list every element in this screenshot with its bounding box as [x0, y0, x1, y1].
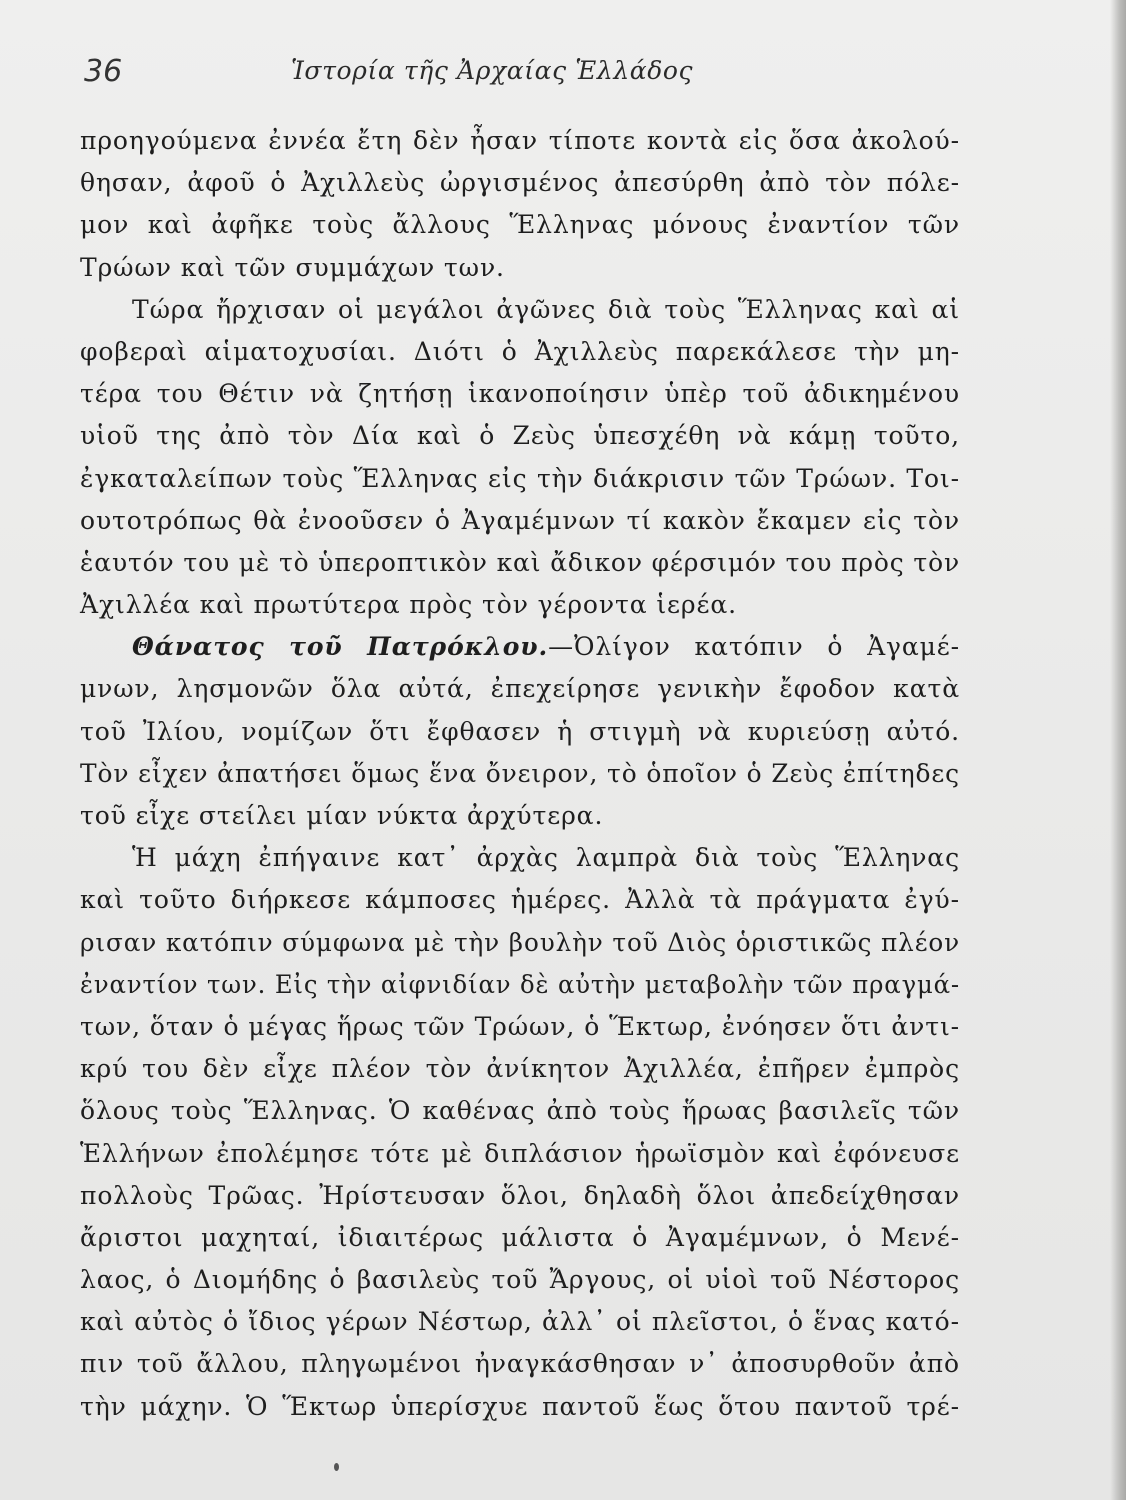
line-text: ἄριστοι μαχηταί, ἰδιαιτέρως μάλιστα ὁ Ἀγαμέμνων, ὁ Μενέ-: [80, 1222, 960, 1252]
text-line: [80, 1006, 960, 1048]
line-text: Τὸν εἶχεν ἀπατήσει ὅμως ἕνα ὄνειρον, τὸ ὁποῖον ὁ Ζεὺς ἐπίτηδες: [80, 758, 960, 788]
line-text: καὶ τοῦτο διήρκεσε κάμποσες ἡμέρες. Ἀλλὰ τὰ πράγματα ἐγύ-: [80, 885, 960, 915]
text-line: [80, 120, 960, 162]
body-text: [80, 120, 960, 1428]
text-line: [80, 1343, 960, 1385]
text-line: [80, 711, 960, 753]
text-line: [80, 626, 960, 668]
line-text: ἑαυτόν του μὲ τὸ ὑπεροπτικὸν καὶ ἄδικον φέρσιμόν του πρὸς τὸν: [80, 547, 961, 577]
text-line: [80, 1386, 960, 1428]
line-text: ὅλους τοὺς Ἕλληνας. Ὁ καθένας ἀπὸ τοὺς ἥρωας βασιλεῖς τῶν: [80, 1096, 960, 1126]
text-line: [80, 879, 960, 921]
line-text: Τώρα ἤρχισαν οἱ μεγάλοι ἀγῶνες διὰ τοὺς Ἕλληνας καὶ αἱ: [132, 294, 960, 324]
text-line: [80, 1090, 960, 1132]
line-text: τὴν μάχην. Ὁ Ἕκτωρ ὑπερίσχυε παντοῦ ἕως ὅτου παντοῦ τρέ-: [80, 1391, 960, 1421]
line-text: καὶ αὐτὸς ὁ ἴδιος γέρων Νέστωρ, ἀλλ᾽ οἱ πλεῖστοι, ὁ ἕνας κατό-: [80, 1307, 960, 1337]
text-line: [80, 584, 960, 626]
line-text: των, ὅταν ὁ μέγας ἥρως τῶν Τρώων, ὁ Ἕκτωρ, ἐνόησεν ὅτι ἀντι-: [80, 1011, 961, 1041]
text-line: [80, 668, 960, 710]
text-line: [80, 964, 961, 1006]
line-text: Ἑλλήνων ἐπολέμησε τότε μὲ διπλάσιον ἡρωϊσμὸν καὶ ἐφόνευσε: [80, 1138, 961, 1168]
running-title: Ἱστορία τῆς Ἀρχαίας Ἑλλάδος: [291, 56, 694, 85]
line-text: τοῦ Ἰλίου, νομίζων ὅτι ἔφθασεν ἡ στιγμὴ νὰ κυριεύσῃ αὐτό.: [80, 716, 960, 746]
text-line: [80, 1301, 960, 1343]
line-text: λαος, ὁ Διομήδης ὁ βασιλεὺς τοῦ Ἄργους, οἱ υἱοὶ τοῦ Νέστορος: [80, 1265, 961, 1295]
line-text: ρισαν κατόπιν σύμφωνα μὲ τὴν βουλὴν τοῦ Διὸς ὁριστικῶς πλέον: [80, 927, 961, 957]
text-line: [80, 795, 960, 837]
text-line: [80, 415, 960, 457]
text-line: [80, 331, 960, 373]
line-text: προηγούμενα ἐννέα ἔτη δὲν ἦσαν τίποτε κοντὰ εἰς ὅσα ἀκολού-: [80, 126, 960, 155]
text-line: [80, 753, 960, 795]
line-text: —Ὀλίγον κατόπιν ὁ Ἀγαμέ-: [548, 632, 961, 662]
text-line: [80, 1133, 960, 1175]
text-line: [80, 162, 960, 204]
text-line: [80, 922, 961, 964]
text-line: [80, 542, 961, 584]
line-text: μον καὶ ἀφῆκε τοὺς ἄλλους Ἕλληνας μόνους ἐναντίον τῶν: [80, 210, 960, 240]
line-text: ἐναντίον των. Εἰς τὴν αἰφνιδίαν δὲ αὐτὴν μεταβολὴν τῶν πραγμά-: [80, 969, 961, 999]
line-text: πιν τοῦ ἄλλου, πληγωμένοι ἠναγκάσθησαν ν᾽ ἀποσυρθοῦν ἀπὸ: [80, 1349, 960, 1379]
line-text: Τρώων καὶ τῶν συμμάχων των.: [80, 252, 505, 282]
text-line: [80, 500, 960, 542]
text-line: [80, 458, 960, 500]
text-line: [80, 1217, 960, 1259]
line-text: Ἀχιλλέα καὶ πρωτύτερα πρὸς τὸν γέροντα ἱερέα.: [80, 590, 737, 620]
line-text: ἐγκαταλείπων τοὺς Ἕλληνας εἰς τὴν διάκρισιν τῶν Τρώων. Τοι-: [80, 463, 960, 493]
line-text: υἱοῦ της ἀπὸ τὸν Δία καὶ ὁ Ζεὺς ὑπεσχέθη νὰ κάμῃ τοῦτο,: [80, 421, 961, 451]
text-line: [80, 1175, 960, 1217]
text-line: [80, 373, 960, 415]
section-heading: Θάνατος τοῦ Πατρόκλου.: [132, 632, 549, 662]
ink-speck: [334, 1463, 339, 1471]
text-line: [80, 837, 960, 879]
line-text: Ἡ μάχη ἐπήγαινε κατ᾽ ἀρχὰς λαμπρὰ διὰ τοὺς Ἕλληνας: [132, 843, 960, 873]
page-edge-shadow: [1110, 0, 1126, 1500]
text-line: [80, 289, 960, 331]
line-text: φοβεραὶ αἱματοχυσίαι. Διότι ὁ Ἀχιλλεὺς παρεκάλεσε τὴν μη-: [80, 336, 960, 366]
line-text: ουτοτρόπως θὰ ἐνοοῦσεν ὁ Ἀγαμέμνων τί κακὸν ἔκαμεν εἰς τὸν: [80, 505, 961, 535]
line-text: τέρα του Θέτιν νὰ ζητήσῃ ἱκανοποίησιν ὑπὲρ τοῦ ἀδικημένου: [80, 379, 961, 409]
line-text: μνων, λησμονῶν ὅλα αὐτά, ἐπεχείρησε γενικὴν ἔφοδον κατὰ: [80, 674, 960, 704]
text-line: [80, 1259, 960, 1301]
page-header: [84, 54, 984, 94]
text-line: [80, 204, 960, 246]
line-text: πολλοὺς Τρῶας. Ἠρίστευσαν ὅλοι, δηλαδὴ ὅλοι ἀπεδείχθησαν: [80, 1180, 960, 1210]
page-number: 36: [84, 54, 123, 89]
text-line: [80, 247, 960, 289]
text-line: [80, 1048, 960, 1090]
line-text: τοῦ εἶχε στείλει μίαν νύκτα ἀρχύτερα.: [80, 801, 604, 830]
line-text: θησαν, ἀφοῦ ὁ Ἀχιλλεὺς ὠργισμένος ἀπεσύρθη ἀπὸ τὸν πόλε-: [80, 168, 960, 198]
line-text: κρύ του δὲν εἶχε πλέον τὸν ἀνίκητον Ἀχιλλέα, ἐπῆρεν ἐμπρὸς: [80, 1054, 961, 1084]
